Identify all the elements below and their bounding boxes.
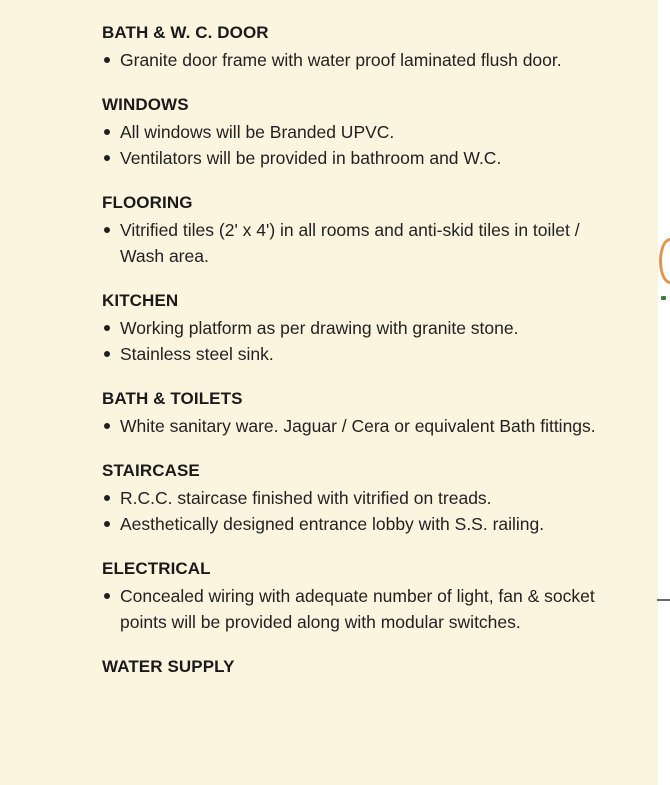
- section-kitchen: [102, 290, 622, 367]
- bullet-list: [102, 315, 622, 367]
- bullet-list: [102, 217, 622, 269]
- list-item: R.C.C. staircase finished with vitrified on treads.: [102, 485, 622, 511]
- bullet-list: [102, 485, 622, 537]
- bullet-list: [102, 583, 622, 635]
- section-heading: KITCHEN: [102, 291, 179, 310]
- list-item: Concealed wiring with adequate number of light, fan & socket points will be provided along with modular switches.: [102, 583, 622, 635]
- logo-mark-fragment: [661, 296, 666, 300]
- section-heading: ELECTRICAL: [102, 559, 211, 578]
- section-heading: BATH & W. C. DOOR: [102, 23, 269, 42]
- section-flooring: [102, 192, 622, 269]
- list-item: Granite door frame with water proof laminated flush door.: [102, 47, 622, 73]
- section-heading: WINDOWS: [102, 95, 189, 114]
- list-item: White sanitary ware. Jaguar / Cera or equivalent Bath fittings.: [102, 413, 622, 439]
- section-heading: STAIRCASE: [102, 461, 200, 480]
- section-electrical: [102, 558, 622, 635]
- bullet-list: [102, 47, 622, 73]
- section-heading: BATH & TOILETS: [102, 389, 243, 408]
- list-item: Vitrified tiles (2' x 4') in all rooms and anti-skid tiles in toilet / Wash area.: [102, 217, 622, 269]
- section-bath-toilets: [102, 388, 622, 439]
- section-water-supply: [102, 656, 622, 678]
- list-item: Aesthetically designed entrance lobby with S.S. railing.: [102, 511, 622, 537]
- list-item: Stainless steel sink.: [102, 341, 622, 367]
- section-windows: [102, 94, 622, 171]
- list-item: Ventilators will be provided in bathroom and W.C.: [102, 145, 622, 171]
- adjacent-page-edge: [658, 0, 670, 785]
- list-item: All windows will be Branded UPVC.: [102, 119, 622, 145]
- specification-list: [102, 22, 622, 699]
- section-heading: FLOORING: [102, 193, 193, 212]
- bullet-list: [102, 413, 622, 439]
- section-staircase: [102, 460, 622, 537]
- divider-line-fragment: [657, 599, 670, 601]
- bullet-list: [102, 119, 622, 171]
- list-item: Working platform as per drawing with granite stone.: [102, 315, 622, 341]
- section-bath-wc-door: [102, 22, 622, 73]
- section-heading: WATER SUPPLY: [102, 657, 235, 676]
